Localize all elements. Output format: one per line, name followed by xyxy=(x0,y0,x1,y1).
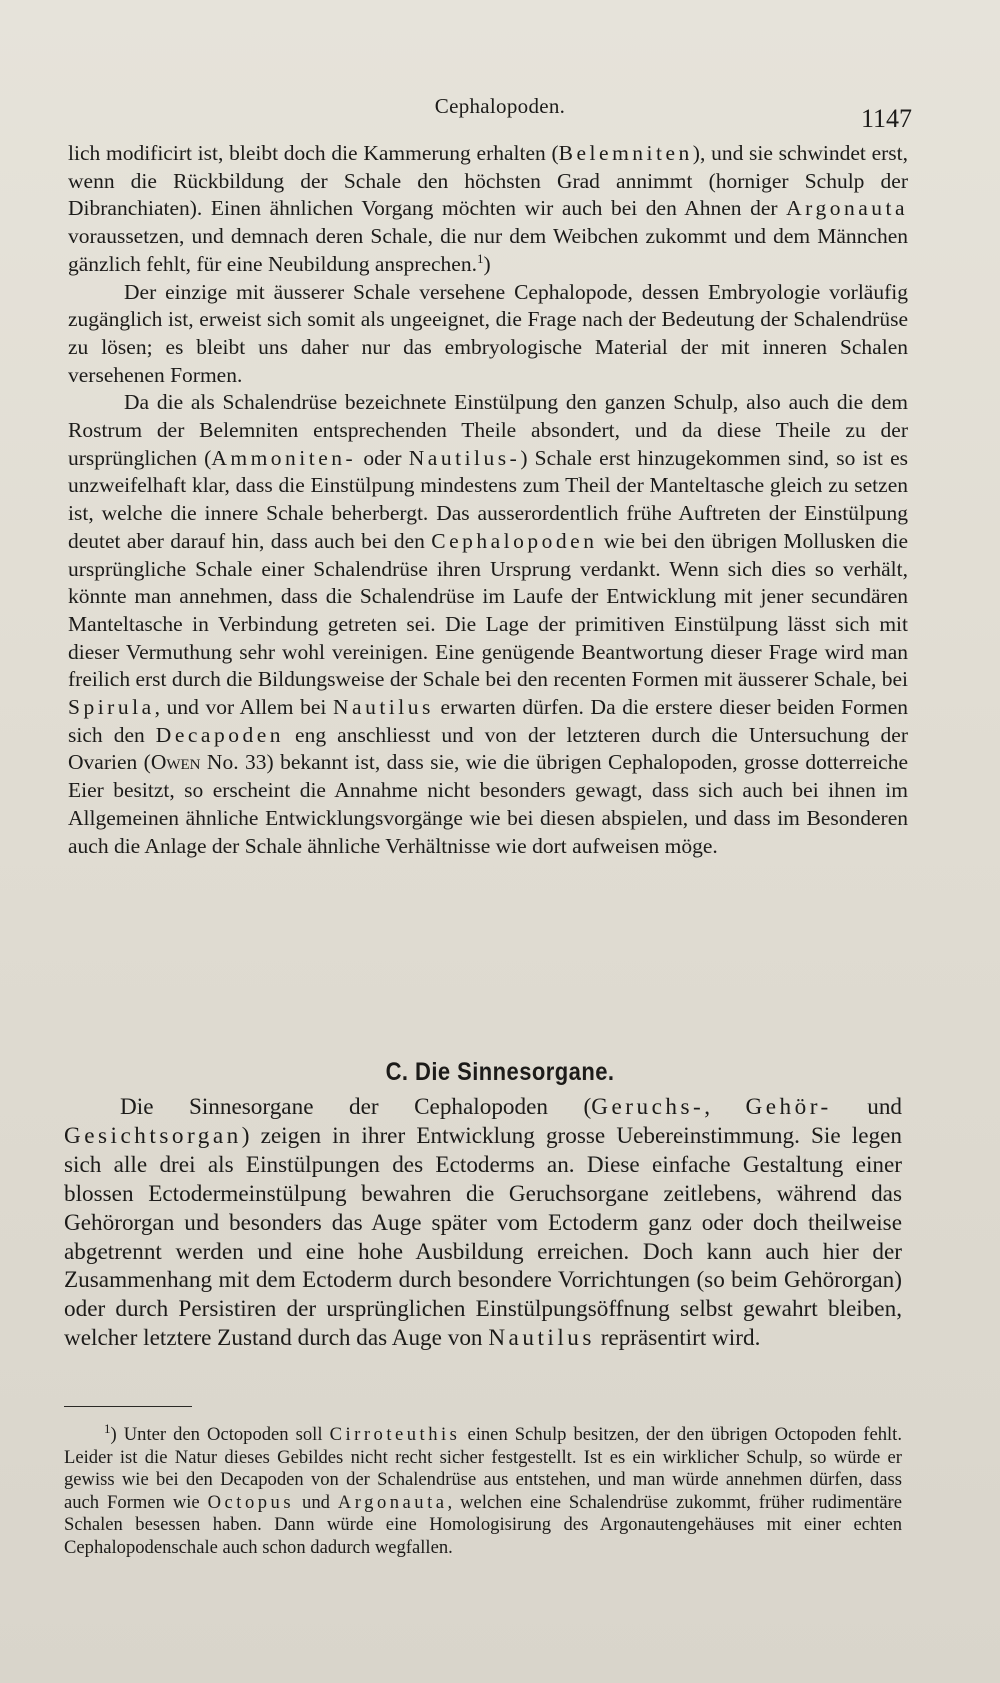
paragraph-3 xyxy=(68,389,908,860)
paragraph-2 xyxy=(68,279,908,390)
text-run: eng anschliesst und von der letzteren durch die Untersuchung der Ovarien ( xyxy=(68,722,908,775)
footnote-divider xyxy=(64,1406,192,1407)
text-run: , xyxy=(704,1094,746,1120)
main-text xyxy=(68,140,908,860)
footnote-mark: 1 xyxy=(104,1420,111,1436)
spaced-term: Belemniten xyxy=(558,141,693,165)
spaced-term: Nautilus- xyxy=(408,445,521,470)
spaced-term: Spirula xyxy=(68,695,155,720)
spaced-term: Nautilus xyxy=(333,695,434,720)
text-run: einen Schulp besitzen, der den übrigen Octopoden fehlt. Leider ist die Natur dieses Gebildes nicht recht sicher festgestellt. Ist es ein wirklicher Schulp, so würde er gewiss wie bei den Decapoden von der Schalendrüse aus entstehen, und man würde annehmen dürfen, dass auch Formen wie xyxy=(64,1424,902,1513)
spaced-term: Decapoden xyxy=(155,722,284,747)
text-run: erwarten dürfen. Da die erstere dieser beiden Formen sich den xyxy=(68,695,908,747)
section-text xyxy=(64,1093,902,1353)
text-run: Die Sinnesorgane der Cephalopoden ( xyxy=(120,1094,592,1120)
text-run: , und vor Allem bei xyxy=(154,695,334,720)
spaced-term: Geruchs- xyxy=(591,1094,705,1120)
text-run: und xyxy=(294,1491,338,1513)
text-run: lich modificirt ist, bleibt doch die Kammerung erhalten ( xyxy=(68,141,559,165)
text-run: voraussetzen, und demnach deren Schale, die nur dem Weibchen zukommt und dem Männchen gänzlich fehlt, für eine Neubildung ansprechen. xyxy=(68,224,908,276)
spaced-term: Argonauta xyxy=(786,196,908,221)
text-run: ) Unter den Octopoden soll xyxy=(110,1424,330,1445)
author-name: Owen xyxy=(150,750,201,775)
paragraph-1 xyxy=(68,140,908,279)
spaced-term: Ammoniten- xyxy=(211,445,357,470)
footnote-text xyxy=(64,1420,902,1560)
text-run: Der einzige mit äusserer Schale versehene Cephalopode, dessen Embryologie vorläufig zugänglich ist, erweist sich somit als ungeeignet, die Frage nach der Bedeutung der Schalendrüse zu lösen; es bleibt uns daher nur das embryologische Material der mit inneren Schalen versehenen Formen. xyxy=(68,279,908,387)
footnote-reference: 1 xyxy=(476,250,484,266)
spaced-term: Octopus xyxy=(207,1491,295,1513)
text-run: oder xyxy=(356,445,409,470)
spaced-term: Cirroteuthis xyxy=(329,1424,461,1445)
text-run: ) zeigen in ihrer Entwicklung grosse Uebereinstimmung. Sie legen sich alle drei als Einstülpungen des Ectoderms an. Diese einfache Gestaltung einer blossen Ectodermeinstülpung bewahren die Geruchsorgane zeitlebens, während das Gehörorgan und besonders das Auge später vom Ectoderm ganz oder doch theilweise abgetrennt werden und eine hohe Ausbildung erreichen. Doch kann auch hier der Zusammenhang mit dem Ectoderm durch besondere Vorrichtungen (so beim Gehörorgan) oder durch Persistiren der ursprünglichen Einstülpungsöffnung selbst gewahrt bleiben, welcher letztere Zustand durch das Auge von xyxy=(64,1122,902,1352)
text-run: No. 33) bekannt ist, dass sie, wie die übrigen Cephalopoden, grosse dotterreiche Eier besitzt, so erscheint die Annahme nicht besonders gewagt, dass sich auch bei ihnen im Allgemeinen ähnliche Entwicklungsvorgänge wie bei diesen abspielen, und dass im Besonderen auch die Anlage der Schale ähnliche Verhältnisse wie dort aufweisen möge. xyxy=(68,750,908,858)
text-run: ), und sie schwindet erst, wenn die Rückbildung der Schale den höchsten Grad annimmt (horniger Schulp der Dibranchiaten). Einen ähnlichen Vorgang möchten wir auch bei den Ahnen der xyxy=(68,141,908,221)
footnote xyxy=(64,1420,902,1560)
paragraph-4 xyxy=(64,1093,902,1353)
spaced-term: Cephalopoden xyxy=(431,528,598,553)
spaced-term: Gesichtsorgan xyxy=(64,1122,242,1149)
text-run: wie bei den übrigen Mollusken die ursprüngliche Schale einer Schalendrüse ihren Ursprung verdankt. Wenn sich dies so verhält, könnte man annehmen, dass die Schalendrüse im Laufe der Entwicklung mit jener secundären Manteltasche in Verbindung getreten sei. Die Lage der primitiven Einstülpung lässt sich mit dieser Vermuthung sehr wohl vereinigen. Eine genügende Beantwortung dieser Frage wird man freilich erst durch die Bildungsweise der Schale bei den recenten Formen mit äusserer Schale, bei xyxy=(68,528,909,692)
text-run: Da die als Schalendrüse bezeichnete Einstülpung den ganzen Schulp, also auch die dem Rostrum der Belemniten entsprechenden Theile absondert, und da diese Theile zu der ursprünglichen ( xyxy=(68,390,908,470)
page-number: 1147 xyxy=(860,104,912,133)
running-head: Cephalopoden. xyxy=(434,94,566,118)
text-run: ) Schale erst hinzugekommen sind, so ist es unzweifelhaft klar, dass die Einstülpung mindestens zum Theil der Manteltasche gleich zu setzen ist, welche die innere Schale beherbergt. Das ausserordentlich frühe Auftreten der Einstülpung deutet aber darauf hin, dass auch bei den xyxy=(68,445,908,553)
text-run: ) xyxy=(483,251,491,276)
spaced-term: Argonauta xyxy=(337,1491,448,1513)
spaced-term: Nautilus xyxy=(488,1325,595,1352)
text-run: , welchen eine Schalendrüse zukommt, früher rudimentäre Schalen besessen haben. Dann würde eine Homologisirung des Argonautengehäuses mit einer echten Cephalopodenschale auch schon dadurch wegfallen. xyxy=(64,1491,902,1558)
text-run: und xyxy=(831,1094,903,1120)
text-run: repräsentirt wird. xyxy=(594,1325,761,1352)
spaced-term: Gehör- xyxy=(745,1094,832,1120)
section-heading: C. Die Sinnesorgane. xyxy=(385,1058,615,1086)
